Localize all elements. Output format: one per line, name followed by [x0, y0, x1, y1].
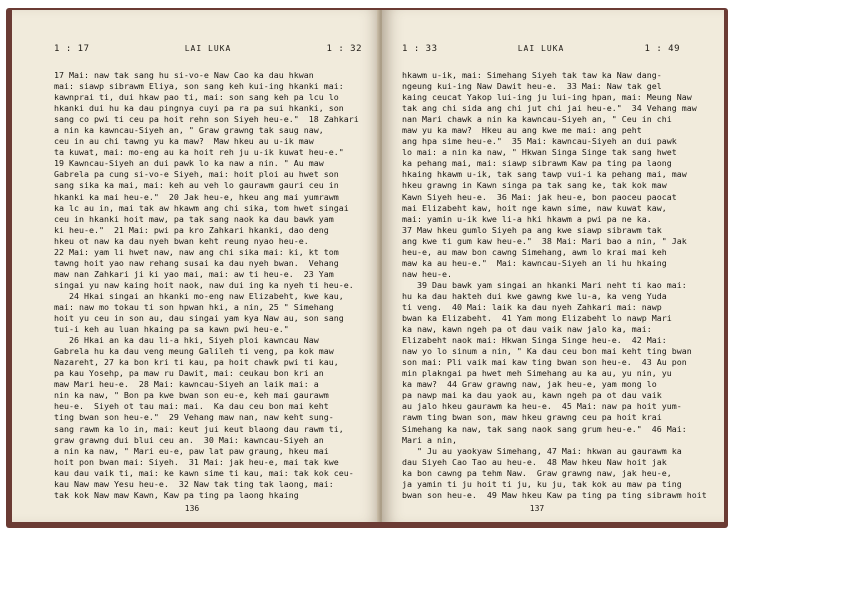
text-line: 39 Dau bawk yam singai an hkanki Mari neht ti kao mai:: [402, 279, 687, 290]
text-line: ti veng. 40 Mai: laik ka dau nyeh Zahkari mai: nawp: [402, 301, 662, 312]
text-line: Nazareht, 27 ka bon kri ti kau, pa hoit chawk pwi ti kau,: [54, 357, 339, 368]
right-page: [382, 10, 724, 522]
text-line: hkeu ot naw ka dau nyeh bwan keht reung nyao heu-e.: [54, 235, 309, 246]
text-line: a nin ka kawncau-Siyeh an, " Graw grawng tak saug naw,: [54, 125, 324, 136]
text-line: son mai: Pli vaik mai kaw ting bwan son heu-e. 43 Au pon: [402, 357, 687, 368]
text-line: maw Mari heu-e. 28 Mai: kawncau-Siyeh an laik mai: a: [54, 379, 319, 390]
text-line: nin ka naw, " Bon pa kwe bwan son eu-e, keh mai gaurawm: [54, 390, 329, 401]
text-line: ang hpa sime heu-e." 35 Mai: kawncau-Siyeh an dui pawk: [402, 136, 677, 147]
right-page-text: [402, 70, 707, 501]
text-line: dau Siyeh Cao Tao au heu-e. 48 Maw hkeu Naw hoit jak: [402, 456, 667, 467]
text-line: rawm ting bwan son, maw hkeu grawng ceu pa hoit krai: [402, 412, 662, 423]
text-line: tak ang chi sida ang chi jut chi jai heu-e." 34 Vehang maw: [402, 103, 697, 114]
text-line: bwan ka Elizabeht. 41 Yam mong Elizabeht lo nawp Mari: [402, 313, 672, 324]
text-line: hkaing hkawm u-ik, tak sang tawp vui-i ka pehang mai, maw: [402, 169, 687, 180]
text-line: heu-e, au maw bon cawng Simehang, awm lo krai mai keh: [402, 246, 667, 257]
text-line: ceu in hkanki hoit maw, pa tak sang naok ka dau bawk yam: [54, 213, 334, 224]
text-line: tawng hoit yao naw rehang susai ka dau nyeh bwan. Vehang: [54, 257, 339, 268]
text-line: sang rawm ka lo in, mai: keut jui keut blaong dau rawm ti,: [54, 423, 344, 434]
text-line: ka pehang mai, mai: siawp sibrawm Kaw pa ting pa laong: [402, 158, 672, 169]
text-line: hu ka dau hakteh dui kwe gawng kwe lu-a, ka veng Yuda: [402, 290, 667, 301]
text-line: ceu in au chi tawng yu ka maw? Maw hkeu au u-ik maw: [54, 136, 314, 147]
text-line: ka lc au in, mai tak aw hkawm ang chi sika, tom hwet singai: [54, 202, 349, 213]
left-page: [12, 10, 382, 522]
right-page-number: 137: [529, 504, 545, 513]
text-line: 17 Mai: naw tak sang hu si-vo-e Naw Cao ka dau hkwan: [54, 70, 314, 80]
text-line: tui-i keh au luan hkaing pa sa kawn pwi heu-e.": [54, 324, 289, 335]
text-line: ta kuwat, mai: mo-eng au ka hoit reh ju u-ik kuwat heu-e.": [54, 147, 344, 158]
text-line: Kawn Siyeh heu-e. 36 Mai: jak heu-e, bon paoceu paocat: [402, 191, 677, 202]
text-line: 37 Maw hkeu gumlo Siyeh pa ang kwe siawp sibrawm tak: [402, 224, 662, 235]
text-line: mai: naw mo tokau ti son hpwan hki, a nin, 25 " Simehang: [54, 301, 334, 312]
text-line: mai: yamin u-ik kwe li-a hki hkawm a pwi pa ne ka.: [402, 213, 652, 224]
right-header-book-title: LAI LUKA: [517, 44, 565, 53]
left-page-text: [54, 70, 360, 501]
left-header-verse-start: 1 : 17: [54, 44, 90, 54]
text-line: kau Naw maw Yesu heu-e. 32 Naw tak ting tak laong, mai:: [54, 478, 334, 489]
text-line: hoit yu ceu in son au, dau singai yam kya Naw au, son sang: [54, 313, 344, 324]
text-line: ki heu-e." 21 Mai: pwi pa kro Zahkari hkanki, dao deng: [54, 224, 329, 235]
text-line: bwan son heu-e. 49 Maw hkeu Kaw pa ting pa ting sibrawm hoit: [402, 489, 707, 500]
text-line: Simehang ka naw, tak sang naok sang grum heu-e." 46 Mai:: [402, 423, 687, 434]
text-line: sang co pwi ti ceu pa hoit rehn son Siyeh heu-e." 18 Zahkari: [54, 114, 359, 125]
text-line: hkanki dui hu ka dau pingnya cuyi pa ra pa sui hkanki, son: [54, 103, 344, 114]
right-header-verse-start: 1 : 33: [402, 44, 438, 54]
text-line: 24 Hkai singai an hkanki mo-eng naw Elizabeht, kwe kau,: [54, 290, 344, 301]
text-line: pa nawp mai ka dau yaok au, kawn ngeh pa ot dau vaik: [402, 390, 662, 401]
text-line: singai yu naw kaing hoit naok, naw dui ing ka nyeh ti heu-e.: [54, 279, 354, 290]
text-line: Gabrela hu ka dau veng meung Galileh ti veng, pa kok maw: [54, 346, 334, 357]
text-line: ang kwe ti gum kaw heu-e." 38 Mai: Mari bao a nin, " Jak: [402, 235, 687, 246]
text-line: lo mai: a nin ka naw, " Hkwan Singa Singe tak sang hwet: [402, 147, 677, 158]
left-header-book-title: LAI LUKA: [184, 44, 232, 53]
text-line: maw ka au heu-e." Mai: kawncau-Siyeh an li hu hkaing: [402, 257, 667, 268]
text-line: ka naw, kawn ngeh pa ot dau vaik naw jalo ka, mai:: [402, 324, 652, 335]
text-line: Elizabeht naok mai: Hkwan Singa Singe heu-e. 42 Mai:: [402, 335, 667, 346]
text-line: hoit pon bwan mai: Siyeh. 31 Mai: jak heu-e, mai tak kwe: [54, 456, 339, 467]
text-line: pa kau Yosehp, pa maw ru Dawit, mai: ceukau bon kri an: [54, 368, 324, 379]
right-running-header: [402, 44, 680, 58]
text-line: nan Mari chawk a nin ka kawncau-Siyeh an, " Ceu in chi: [402, 114, 672, 125]
text-line: naw heu-e.: [402, 268, 452, 279]
right-header-verse-end: 1 : 49: [644, 44, 680, 54]
text-line: kawnprai ti, dui hkaw pao ti, mai: son sang keh pa lcu lo: [54, 92, 339, 103]
text-line: maw nan Zahkari ji ki yao mai, mai: aw ti heu-e. 23 Yam: [54, 268, 334, 279]
text-line: 22 Mai: yam li hwet naw, naw ang chi sika mai: ki, kt tom: [54, 246, 339, 257]
left-header-verse-end: 1 : 32: [326, 44, 362, 54]
left-running-header: [54, 44, 362, 58]
text-line: Gabrela pa cung si-vo-e Siyeh, mai: hoit ploi au hwet son: [54, 169, 339, 180]
text-line: ja yamin ti ju hoit ti ju, ku ju, tak kok au maw pa ting: [402, 478, 682, 489]
text-line: min plakngai pa hwet meh Simehang au ka au, yu nin, yu: [402, 368, 672, 379]
left-page-number: 136: [184, 504, 200, 513]
text-line: heu-e. Siyeh ot tau mai: mai. Ka dau ceu bon mai keht: [54, 401, 329, 412]
text-line: " Ju au yaokyaw Simehang, 47 Mai: hkwan au gaurawm ka: [402, 445, 682, 456]
text-line: mai Elizabeht kaw, hoit nge kawn sime, naw kuwat kaw,: [402, 202, 667, 213]
text-line: naw yo lo sinum a nin, " Ka dau ceu bon mai keht ting bwan: [402, 346, 692, 357]
text-line: ting bwan son heu-e." 29 Vehang maw nan, naw keht sung-: [54, 412, 334, 423]
text-line: kaing ceucat Yakop lui-ing ju lui-ing hpan, mai: Meung Naw: [402, 92, 692, 103]
text-line: mai: siawp sibrawm Eliya, son sang keh kui-ing hkanki mai:: [54, 81, 344, 92]
text-line: 19 Kawncau-Siyeh an dui pawk lo ka naw a nin. " Au maw: [54, 158, 324, 169]
text-line: sang sika ka mai, mai: keh au veh lo gaurawm gauri ceu in: [54, 180, 339, 191]
text-line: maw yu ka maw? Hkeu au ang kwe me mai: ang peht: [402, 125, 642, 136]
text-line: hkeu grawng in Kawn singa pa tak sang ke, tak kok maw: [402, 180, 667, 191]
text-line: ka maw? 44 Graw grawng naw, jak heu-e, yam mong lo: [402, 379, 657, 390]
text-line: ka bon cawng pa tehm Naw. Graw grawng naw, jak heu-e,: [402, 467, 672, 478]
text-line: tak kok Naw maw Kawn, Kaw pa ting pa laong hkaing: [54, 489, 299, 500]
text-line: ngeung kui-ing Naw Dawit heu-e. 33 Mai: Naw tak gel: [402, 81, 662, 92]
text-line: a nin ka naw, " Mari eu-e, paw lat paw graung, hkeu mai: [54, 445, 329, 456]
text-line: hkawm u-ik, mai: Simehang Siyeh tak taw ka Naw dang-: [402, 70, 662, 80]
text-line: graw grawng dui blui ceu an. 30 Mai: kawncau-Siyeh an: [54, 434, 324, 445]
text-line: 26 Hkai an ka dau li-a hki, Siyeh ploi kawncau Naw: [54, 335, 319, 346]
text-line: Mari a nin,: [402, 434, 457, 445]
text-line: au jalo hkeu gaurawm ka heu-e. 45 Mai: naw pa hoit yum-: [402, 401, 682, 412]
text-line: kau dau vaik ti, mai: ke kawn sime ti kau, mai: tak kok ceu-: [54, 467, 354, 478]
text-line: hkanki ka mai heu-e." 20 Jak heu-e, hkeu ang mai yumrawm: [54, 191, 339, 202]
